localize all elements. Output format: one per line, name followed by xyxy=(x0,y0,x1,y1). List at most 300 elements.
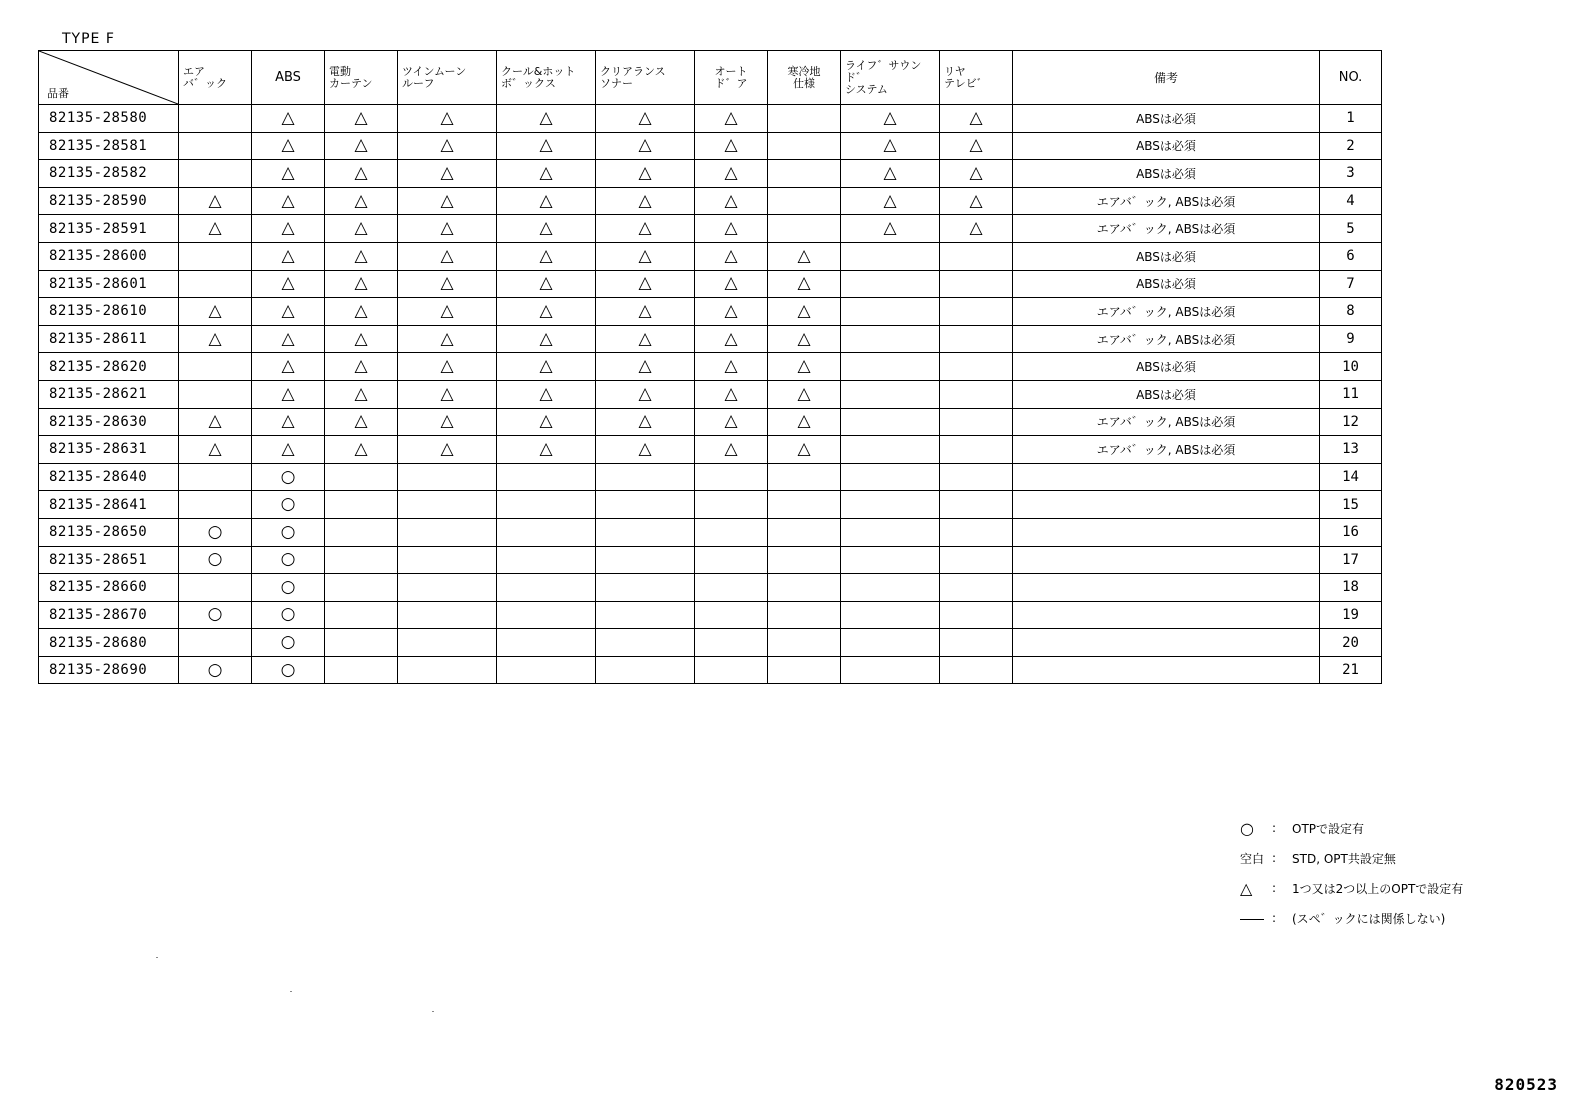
row-number-cell: 18 xyxy=(1320,574,1382,602)
option-mark-cell: △ xyxy=(252,325,325,353)
option-mark-cell: ○ xyxy=(179,656,252,684)
option-mark-cell: △ xyxy=(695,270,768,298)
option-mark-cell: △ xyxy=(695,187,768,215)
option-mark-cell xyxy=(325,601,398,629)
page-title: TYPE F xyxy=(62,31,115,47)
option-mark-cell xyxy=(179,132,252,160)
option-mark-cell xyxy=(768,160,841,188)
option-mark-cell: △ xyxy=(768,380,841,408)
part-number-cell: 82135-28600 xyxy=(39,242,179,270)
option-mark-cell xyxy=(841,629,940,657)
row-number-cell: 15 xyxy=(1320,491,1382,519)
remarks-cell: ABSは必須 xyxy=(1013,242,1320,270)
header-cold-region: 寒冷地 仕様 xyxy=(768,51,841,105)
option-mark-cell: △ xyxy=(325,160,398,188)
option-mark-cell: △ xyxy=(179,408,252,436)
option-mark-cell xyxy=(768,601,841,629)
option-mark-cell xyxy=(596,463,695,491)
part-number-cell: 82135-28650 xyxy=(39,518,179,546)
header-remarks: 備考 xyxy=(1013,51,1320,105)
part-number-cell: 82135-28641 xyxy=(39,491,179,519)
row-number-cell: 21 xyxy=(1320,656,1382,684)
row-number-cell: 13 xyxy=(1320,436,1382,464)
option-mark-cell xyxy=(695,629,768,657)
option-mark-cell xyxy=(768,656,841,684)
option-mark-cell xyxy=(325,463,398,491)
part-number-cell: 82135-28611 xyxy=(39,325,179,353)
row-number-cell: 19 xyxy=(1320,601,1382,629)
table-row xyxy=(39,187,1382,215)
legend-colon: : xyxy=(1272,881,1277,895)
option-mark-cell: ○ xyxy=(179,601,252,629)
option-mark-cell: △ xyxy=(768,436,841,464)
option-mark-cell xyxy=(940,546,1013,574)
legend-blank-label: 空白 xyxy=(1240,851,1265,866)
option-mark-cell xyxy=(695,656,768,684)
option-mark-cell: △ xyxy=(325,436,398,464)
header-twin-moonroof: ツインムーン ルーフ xyxy=(398,51,497,105)
option-mark-cell xyxy=(398,629,497,657)
option-mark-cell: △ xyxy=(695,160,768,188)
option-mark-cell: △ xyxy=(252,215,325,243)
option-mark-cell xyxy=(179,574,252,602)
table-row xyxy=(39,463,1382,491)
remarks-cell: エアバ゛ック, ABSは必須 xyxy=(1013,325,1320,353)
option-mark-cell: △ xyxy=(695,353,768,381)
row-number-cell: 14 xyxy=(1320,463,1382,491)
legend-text: (スペ゛ックには関係しない) xyxy=(1292,911,1446,926)
option-mark-cell: ○ xyxy=(252,463,325,491)
remarks-cell: ABSは必須 xyxy=(1013,160,1320,188)
legend-colon: : xyxy=(1272,851,1277,865)
table-row xyxy=(39,160,1382,188)
option-mark-cell xyxy=(841,601,940,629)
option-mark-cell xyxy=(940,463,1013,491)
option-mark-cell: △ xyxy=(596,242,695,270)
option-mark-cell: △ xyxy=(252,187,325,215)
option-mark-cell xyxy=(940,242,1013,270)
option-mark-cell xyxy=(497,601,596,629)
option-mark-cell xyxy=(768,463,841,491)
option-mark-cell xyxy=(695,574,768,602)
legend-row-triangle xyxy=(1240,873,1463,903)
table-row xyxy=(39,242,1382,270)
row-number-cell: 4 xyxy=(1320,187,1382,215)
option-mark-cell xyxy=(325,656,398,684)
option-mark-cell xyxy=(596,518,695,546)
remarks-cell: エアバ゛ック, ABSは必須 xyxy=(1013,215,1320,243)
option-mark-cell: △ xyxy=(768,242,841,270)
option-mark-cell: ○ xyxy=(252,518,325,546)
remarks-cell: エアバ゛ック, ABSは必須 xyxy=(1013,187,1320,215)
option-mark-cell xyxy=(179,242,252,270)
option-mark-cell: △ xyxy=(497,187,596,215)
option-mark-cell: △ xyxy=(695,132,768,160)
option-mark-cell xyxy=(325,546,398,574)
option-mark-cell xyxy=(179,270,252,298)
option-mark-cell xyxy=(841,574,940,602)
option-mark-cell: △ xyxy=(179,187,252,215)
scan-speck xyxy=(290,991,292,992)
spec-table xyxy=(38,50,1382,684)
part-number-cell: 82135-28660 xyxy=(39,574,179,602)
option-mark-cell xyxy=(325,518,398,546)
option-mark-cell xyxy=(768,187,841,215)
header-power-curtain: 電動 カーテン xyxy=(325,51,398,105)
remarks-cell xyxy=(1013,656,1320,684)
legend-colon: : xyxy=(1272,911,1277,925)
option-mark-cell: △ xyxy=(940,160,1013,188)
option-mark-cell: △ xyxy=(252,408,325,436)
option-mark-cell: △ xyxy=(695,105,768,133)
option-mark-cell: ○ xyxy=(252,546,325,574)
option-mark-cell xyxy=(695,546,768,574)
option-mark-cell: △ xyxy=(940,105,1013,133)
option-mark-cell xyxy=(841,656,940,684)
table-row xyxy=(39,298,1382,326)
option-mark-cell xyxy=(497,546,596,574)
header-number: NO. xyxy=(1320,51,1382,105)
remarks-cell: エアバ゛ック, ABSは必須 xyxy=(1013,298,1320,326)
option-mark-cell: △ xyxy=(325,242,398,270)
option-mark-cell: △ xyxy=(940,215,1013,243)
option-mark-cell xyxy=(841,463,940,491)
part-number-cell: 82135-28670 xyxy=(39,601,179,629)
option-mark-cell: △ xyxy=(398,160,497,188)
option-mark-cell xyxy=(841,298,940,326)
option-mark-cell: △ xyxy=(596,105,695,133)
table-row xyxy=(39,380,1382,408)
option-mark-cell xyxy=(940,298,1013,326)
option-mark-cell: △ xyxy=(596,215,695,243)
option-mark-cell xyxy=(940,601,1013,629)
option-mark-cell xyxy=(841,380,940,408)
table-row xyxy=(39,629,1382,657)
table-row xyxy=(39,574,1382,602)
part-number-cell: 82135-28580 xyxy=(39,105,179,133)
option-mark-cell: △ xyxy=(497,160,596,188)
option-mark-cell xyxy=(768,546,841,574)
remarks-cell xyxy=(1013,601,1320,629)
option-mark-cell: △ xyxy=(398,353,497,381)
table-row xyxy=(39,656,1382,684)
option-mark-cell xyxy=(841,546,940,574)
row-number-cell: 20 xyxy=(1320,629,1382,657)
option-mark-cell: △ xyxy=(695,215,768,243)
option-mark-cell: △ xyxy=(596,380,695,408)
legend xyxy=(1240,813,1463,933)
table-row xyxy=(39,436,1382,464)
table-row xyxy=(39,353,1382,381)
option-mark-cell: ○ xyxy=(252,656,325,684)
option-mark-cell xyxy=(179,105,252,133)
part-number-cell: 82135-28581 xyxy=(39,132,179,160)
part-number-cell: 82135-28680 xyxy=(39,629,179,657)
option-mark-cell xyxy=(596,629,695,657)
option-mark-cell xyxy=(940,353,1013,381)
option-mark-cell xyxy=(695,601,768,629)
option-mark-cell: △ xyxy=(841,160,940,188)
legend-text: STD, OPT共設定無 xyxy=(1292,851,1396,866)
remarks-cell xyxy=(1013,574,1320,602)
option-mark-cell xyxy=(768,491,841,519)
option-mark-cell: △ xyxy=(768,408,841,436)
option-mark-cell: △ xyxy=(596,270,695,298)
part-number-cell: 82135-28601 xyxy=(39,270,179,298)
option-mark-cell: △ xyxy=(768,270,841,298)
option-mark-cell xyxy=(179,380,252,408)
legend-row-dash xyxy=(1240,903,1463,933)
option-mark-cell xyxy=(768,132,841,160)
option-mark-cell: △ xyxy=(841,215,940,243)
option-mark-cell xyxy=(940,629,1013,657)
option-mark-cell xyxy=(398,463,497,491)
table-row xyxy=(39,491,1382,519)
spec-table-body xyxy=(39,105,1382,684)
row-number-cell: 5 xyxy=(1320,215,1382,243)
table-row xyxy=(39,408,1382,436)
option-mark-cell xyxy=(841,408,940,436)
option-mark-cell: △ xyxy=(695,436,768,464)
option-mark-cell: △ xyxy=(325,408,398,436)
option-mark-cell xyxy=(325,491,398,519)
option-mark-cell: △ xyxy=(398,298,497,326)
scan-speck xyxy=(432,1011,434,1012)
option-mark-cell xyxy=(841,242,940,270)
remarks-cell: ABSは必須 xyxy=(1013,105,1320,133)
option-mark-cell: △ xyxy=(695,408,768,436)
row-number-cell: 12 xyxy=(1320,408,1382,436)
option-mark-cell xyxy=(695,518,768,546)
option-mark-cell: △ xyxy=(252,353,325,381)
option-mark-cell: △ xyxy=(768,298,841,326)
part-number-cell: 82135-28591 xyxy=(39,215,179,243)
option-mark-cell: △ xyxy=(596,187,695,215)
option-mark-cell: △ xyxy=(398,380,497,408)
table-row xyxy=(39,270,1382,298)
remarks-cell xyxy=(1013,546,1320,574)
table-row xyxy=(39,325,1382,353)
option-mark-cell: △ xyxy=(252,380,325,408)
option-mark-cell xyxy=(940,325,1013,353)
option-mark-cell: △ xyxy=(841,105,940,133)
option-mark-cell: △ xyxy=(596,353,695,381)
remarks-cell xyxy=(1013,491,1320,519)
option-mark-cell: △ xyxy=(325,105,398,133)
option-mark-cell xyxy=(940,436,1013,464)
option-mark-cell xyxy=(940,656,1013,684)
option-mark-cell: △ xyxy=(940,187,1013,215)
remarks-cell: エアバ゛ック, ABSは必須 xyxy=(1013,408,1320,436)
option-mark-cell xyxy=(497,518,596,546)
table-row xyxy=(39,215,1382,243)
option-mark-cell: △ xyxy=(497,270,596,298)
option-mark-cell xyxy=(768,105,841,133)
part-number-cell: 82135-28620 xyxy=(39,353,179,381)
part-number-cell: 82135-28610 xyxy=(39,298,179,326)
option-mark-cell: △ xyxy=(596,298,695,326)
option-mark-cell: △ xyxy=(497,105,596,133)
dash-icon xyxy=(1240,909,1272,928)
option-mark-cell: △ xyxy=(325,132,398,160)
option-mark-cell: △ xyxy=(179,325,252,353)
header-rear-tv: リヤ テレビ゛ xyxy=(940,51,1013,105)
row-number-cell: 16 xyxy=(1320,518,1382,546)
option-mark-cell xyxy=(325,574,398,602)
legend-row-blank xyxy=(1240,843,1463,873)
option-mark-cell xyxy=(596,574,695,602)
row-number-cell: 3 xyxy=(1320,160,1382,188)
dash-line xyxy=(1240,919,1264,920)
option-mark-cell: △ xyxy=(497,436,596,464)
option-mark-cell: △ xyxy=(252,132,325,160)
remarks-cell: エアバ゛ック, ABSは必須 xyxy=(1013,436,1320,464)
option-mark-cell xyxy=(179,353,252,381)
legend-colon: : xyxy=(1272,821,1277,835)
option-mark-cell xyxy=(179,629,252,657)
option-mark-cell: △ xyxy=(325,187,398,215)
header-airbag: エア バ゛ック xyxy=(179,51,252,105)
option-mark-cell: △ xyxy=(398,408,497,436)
option-mark-cell xyxy=(768,574,841,602)
option-mark-cell xyxy=(940,408,1013,436)
option-mark-cell xyxy=(841,436,940,464)
option-mark-cell: △ xyxy=(695,325,768,353)
option-mark-cell xyxy=(695,491,768,519)
table-row xyxy=(39,132,1382,160)
option-mark-cell: △ xyxy=(398,436,497,464)
table-row xyxy=(39,546,1382,574)
header-clearance-sonar: クリアランス ソナー xyxy=(596,51,695,105)
circle-icon: ○ xyxy=(1240,818,1254,838)
table-row xyxy=(39,601,1382,629)
option-mark-cell xyxy=(325,629,398,657)
option-mark-cell xyxy=(398,518,497,546)
option-mark-cell: ○ xyxy=(252,629,325,657)
option-mark-cell: △ xyxy=(325,215,398,243)
option-mark-cell: △ xyxy=(596,436,695,464)
option-mark-cell xyxy=(940,518,1013,546)
part-number-cell: 82135-28690 xyxy=(39,656,179,684)
option-mark-cell: △ xyxy=(398,215,497,243)
option-mark-cell: ○ xyxy=(252,601,325,629)
option-mark-cell: △ xyxy=(252,105,325,133)
header-cool-hot-box: クール&ホット ボ゛ックス xyxy=(497,51,596,105)
option-mark-cell: △ xyxy=(398,187,497,215)
option-mark-cell xyxy=(596,491,695,519)
option-mark-cell xyxy=(398,546,497,574)
option-mark-cell: △ xyxy=(179,298,252,326)
remarks-cell: ABSは必須 xyxy=(1013,132,1320,160)
option-mark-cell: △ xyxy=(252,160,325,188)
option-mark-cell: △ xyxy=(179,436,252,464)
option-mark-cell xyxy=(497,629,596,657)
option-mark-cell xyxy=(398,601,497,629)
table-row xyxy=(39,518,1382,546)
legend-row-circle xyxy=(1240,813,1463,843)
option-mark-cell: △ xyxy=(497,353,596,381)
option-mark-cell: △ xyxy=(497,408,596,436)
option-mark-cell xyxy=(940,270,1013,298)
row-number-cell: 2 xyxy=(1320,132,1382,160)
option-mark-cell xyxy=(596,601,695,629)
document-code: 820523 xyxy=(1494,1075,1558,1094)
option-mark-cell: △ xyxy=(695,380,768,408)
option-mark-cell: △ xyxy=(596,160,695,188)
option-mark-cell: △ xyxy=(325,270,398,298)
option-mark-cell xyxy=(398,491,497,519)
table-row xyxy=(39,105,1382,133)
option-mark-cell xyxy=(940,491,1013,519)
option-mark-cell xyxy=(596,656,695,684)
row-number-cell: 10 xyxy=(1320,353,1382,381)
header-abs: ABS xyxy=(252,51,325,105)
option-mark-cell xyxy=(596,546,695,574)
option-mark-cell xyxy=(179,491,252,519)
option-mark-cell xyxy=(497,491,596,519)
option-mark-cell: △ xyxy=(325,325,398,353)
row-number-cell: 7 xyxy=(1320,270,1382,298)
header-part-number xyxy=(39,51,179,105)
remarks-cell: ABSは必須 xyxy=(1013,270,1320,298)
option-mark-cell: △ xyxy=(325,353,398,381)
option-mark-cell: △ xyxy=(252,298,325,326)
option-mark-cell: △ xyxy=(768,353,841,381)
option-mark-cell: △ xyxy=(596,408,695,436)
header-live-sound-system: ライフ゛サウンド゛ システム xyxy=(841,51,940,105)
part-number-cell: 82135-28651 xyxy=(39,546,179,574)
option-mark-cell: △ xyxy=(695,298,768,326)
option-mark-cell: △ xyxy=(940,132,1013,160)
part-number-cell: 82135-28630 xyxy=(39,408,179,436)
part-number-cell: 82135-28590 xyxy=(39,187,179,215)
option-mark-cell: △ xyxy=(841,132,940,160)
option-mark-cell xyxy=(695,463,768,491)
option-mark-cell: △ xyxy=(497,215,596,243)
option-mark-cell xyxy=(841,270,940,298)
option-mark-cell: △ xyxy=(841,187,940,215)
remarks-cell xyxy=(1013,629,1320,657)
option-mark-cell xyxy=(398,574,497,602)
option-mark-cell xyxy=(940,380,1013,408)
option-mark-cell: △ xyxy=(398,105,497,133)
option-mark-cell: △ xyxy=(398,132,497,160)
part-number-cell: 82135-28631 xyxy=(39,436,179,464)
option-mark-cell xyxy=(497,574,596,602)
option-mark-cell: △ xyxy=(695,242,768,270)
option-mark-cell: △ xyxy=(497,132,596,160)
remarks-cell: ABSは必須 xyxy=(1013,380,1320,408)
remarks-cell xyxy=(1013,518,1320,546)
triangle-icon: △ xyxy=(1240,878,1253,898)
option-mark-cell xyxy=(841,491,940,519)
row-number-cell: 9 xyxy=(1320,325,1382,353)
scan-speck xyxy=(156,957,158,958)
option-mark-cell: ○ xyxy=(252,491,325,519)
option-mark-cell: △ xyxy=(497,242,596,270)
option-mark-cell xyxy=(497,656,596,684)
option-mark-cell: △ xyxy=(179,215,252,243)
corner-label: 品番 xyxy=(47,87,69,100)
option-mark-cell xyxy=(841,325,940,353)
option-mark-cell: ○ xyxy=(179,546,252,574)
option-mark-cell xyxy=(179,160,252,188)
part-number-cell: 82135-28582 xyxy=(39,160,179,188)
option-mark-cell xyxy=(841,518,940,546)
option-mark-cell: △ xyxy=(398,270,497,298)
row-number-cell: 1 xyxy=(1320,105,1382,133)
row-number-cell: 11 xyxy=(1320,380,1382,408)
